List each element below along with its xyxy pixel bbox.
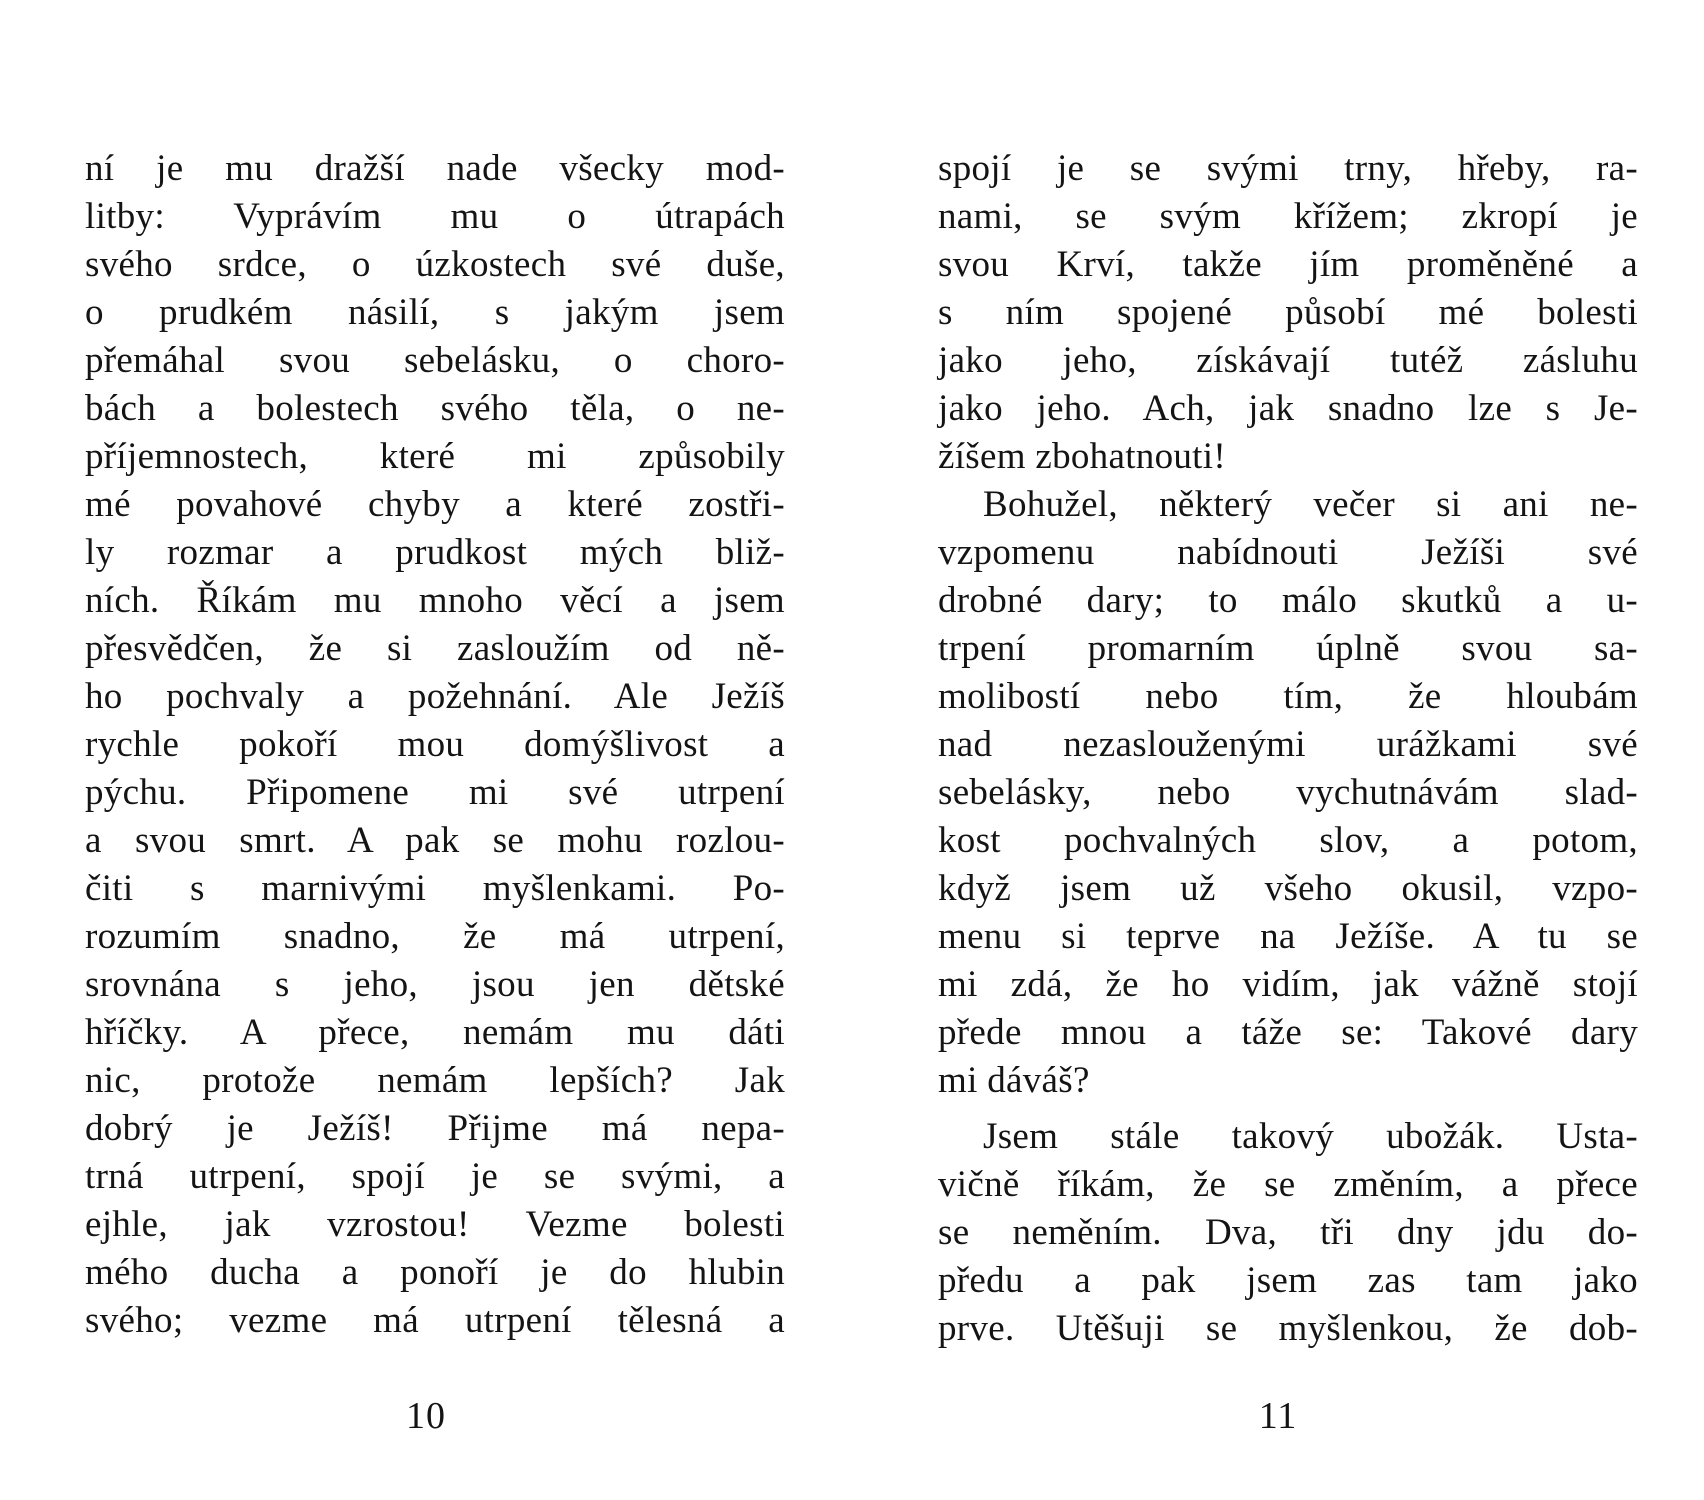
text-line: když jsem už všeho okusil, vzpo- <box>938 868 1638 909</box>
text-line: litby: Vyprávím mu o útrapách <box>85 196 785 237</box>
text-line: ho pochvaly a požehnání. Ale Ježíš <box>85 676 785 717</box>
text-line: čiti s marnivými myšlenkami. Po- <box>85 868 785 909</box>
text-line: dobrý je Ježíš! Přijme má nepa- <box>85 1108 785 1149</box>
text-line: Jsem stále takový ubožák. Usta- <box>983 1116 1638 1157</box>
right-page-text <box>938 145 1638 1353</box>
text-line: přemáhal svou sebelásku, o choro- <box>85 340 785 381</box>
text-line: a svou smrt. A pak se mohu rozlou- <box>85 820 785 861</box>
text-line: mi dáváš? <box>938 1060 1090 1101</box>
text-line: sebelásky, nebo vychutnávám slad- <box>938 772 1638 813</box>
text-line: ejhle, jak vzrostou! Vezme bolesti <box>85 1204 785 1245</box>
text-line: drobné dary; to málo skutků a u- <box>938 580 1638 621</box>
text-line: přesvědčen, že si zasloužím od ně- <box>85 628 785 669</box>
text-line: kost pochvalných slov, a potom, <box>938 820 1638 861</box>
text-line: nad nezaslouženými urážkami své <box>938 724 1638 765</box>
text-line: menu si teprve na Ježíše. A tu se <box>938 916 1638 957</box>
text-line: svého; vezme má utrpení tělesná a <box>85 1300 785 1341</box>
text-line: ní je mu dražší nade všecky mod- <box>85 148 785 189</box>
text-line: svou Krví, takže jím proměněné a <box>938 244 1638 285</box>
text-line: Bohužel, některý večer si ani ne- <box>983 484 1638 525</box>
text-line: mého ducha a ponoří je do hlubin <box>85 1252 785 1293</box>
page-number-left: 10 <box>406 1395 446 1437</box>
text-line: mi zdá, že ho vidím, jak vážně stojí <box>938 964 1638 1005</box>
text-line: ních. Říkám mu mnoho věcí a jsem <box>85 580 785 621</box>
text-line: nami, se svým křížem; zkropí je <box>938 196 1638 237</box>
text-line: příjemnostech, které mi způsobily <box>85 436 785 477</box>
text-line: prve. Utěšuji se myšlenkou, že dob- <box>938 1308 1638 1349</box>
text-line: svého srdce, o úzkostech své duše, <box>85 244 785 285</box>
text-line: vzpomenu nabídnouti Ježíši své <box>938 532 1638 573</box>
text-line: molibostí nebo tím, že hloubám <box>938 676 1638 717</box>
page-number-right: 11 <box>1258 1395 1298 1437</box>
text-line: srovnána s jeho, jsou jen dětské <box>85 964 785 1005</box>
text-line: o prudkém násilí, s jakým jsem <box>85 292 785 333</box>
text-line: ly rozmar a prudkost mých bliž- <box>85 532 785 573</box>
text-line: předu a pak jsem zas tam jako <box>938 1260 1638 1301</box>
right-page <box>852 0 1704 1500</box>
text-line: s ním spojené působí mé bolesti <box>938 292 1638 333</box>
text-line: bách a bolestech svého těla, o ne- <box>85 388 785 429</box>
text-line: vičně říkám, že se změním, a přece <box>938 1164 1638 1205</box>
text-line: hříčky. A přece, nemám mu dáti <box>85 1012 785 1053</box>
left-page-text <box>85 145 785 1345</box>
text-line: přede mnou a táže se: Takové dary <box>938 1012 1638 1053</box>
text-line: rozumím snadno, že má utrpení, <box>85 916 785 957</box>
text-line: rychle pokoří mou domýšlivost a <box>85 724 785 765</box>
text-line: pýchu. Připomene mi své utrpení <box>85 772 785 813</box>
text-line: se neměním. Dva, tři dny jdu do- <box>938 1212 1638 1253</box>
text-line: spojí je se svými trny, hřeby, ra- <box>938 148 1638 189</box>
text-line: trná utrpení, spojí je se svými, a <box>85 1156 785 1197</box>
text-line: jako jeho, získávají tutéž zásluhu <box>938 340 1638 381</box>
text-line: trpení promarním úplně svou sa- <box>938 628 1638 669</box>
text-line: nic, protože nemám lepších? Jak <box>85 1060 785 1101</box>
text-line: jako jeho. Ach, jak snadno lze s Je- <box>938 388 1638 429</box>
text-line: žíšem zbohatnouti! <box>938 436 1226 477</box>
text-line: mé povahové chyby a které zostři- <box>85 484 785 525</box>
